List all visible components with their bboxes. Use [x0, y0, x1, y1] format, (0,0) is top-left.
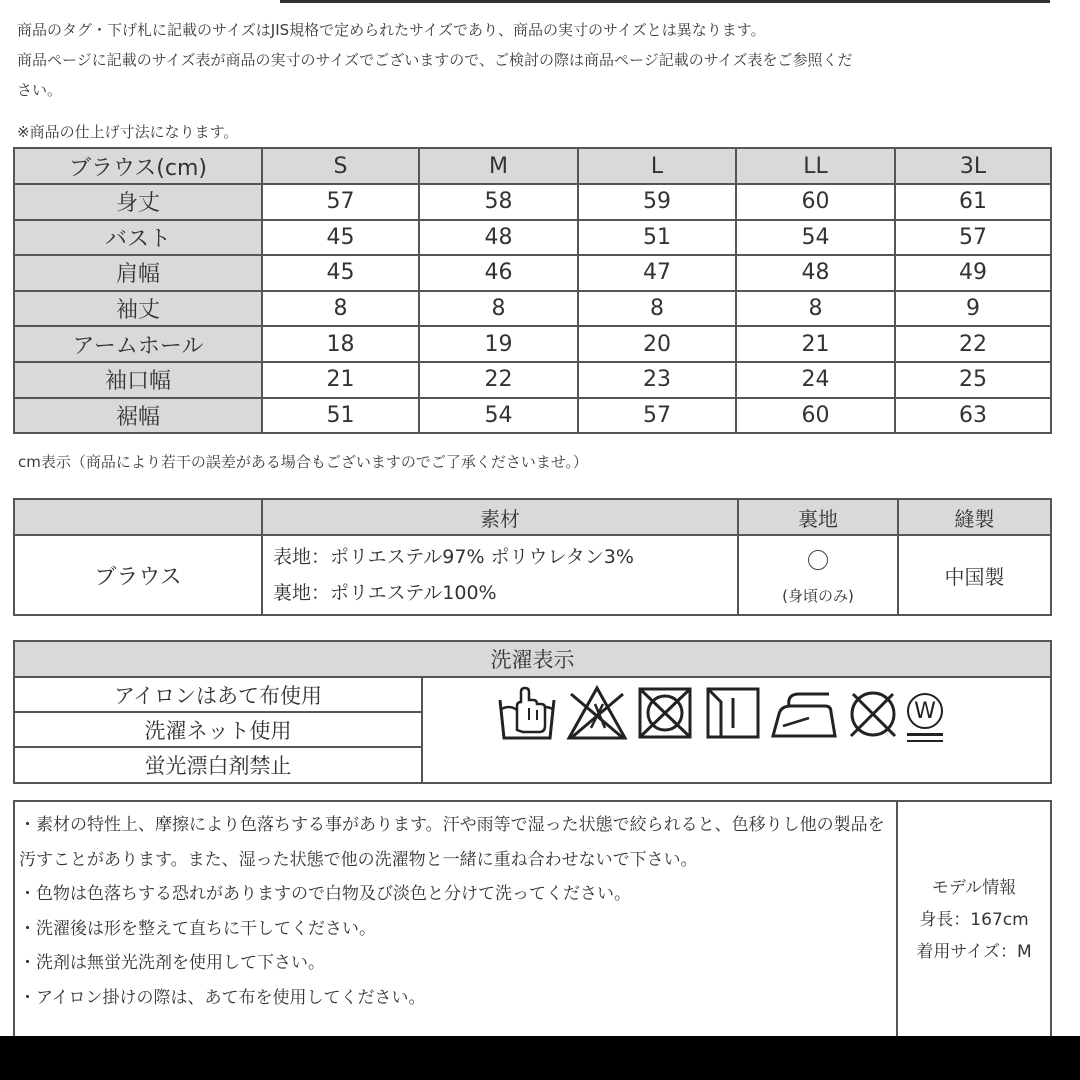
care-table — [13, 800, 1052, 1070]
wash-instruction: 洗濯ネット使用 — [14, 712, 422, 747]
table-cell: 24 — [736, 362, 895, 398]
material-table — [13, 498, 1052, 616]
table-row — [14, 291, 1051, 327]
underline-bar — [907, 733, 943, 736]
material-row — [14, 535, 1051, 615]
finish-size-note: ※商品の仕上げ寸法になります。 — [17, 123, 239, 141]
table-cell: 49 — [895, 255, 1051, 291]
table-cell: 57 — [895, 220, 1051, 256]
row-label: 袖口幅 — [14, 362, 262, 398]
header-cell: 素材 — [262, 499, 738, 535]
table-cell: 22 — [419, 362, 578, 398]
lining-cell — [738, 535, 898, 615]
model-info — [897, 801, 1051, 1069]
table-cell: 21 — [262, 362, 419, 398]
row-label: アームホール — [14, 326, 262, 362]
material-header-row — [14, 499, 1051, 535]
hand-wash-icon — [497, 682, 561, 742]
size-notice-line-2: 商品ページに記載のサイズ表が商品の実寸のサイズでございますので、ご検討の際は商品ページ記載のサイズ表をご参照くだ — [17, 51, 853, 69]
row-label: 裾幅 — [14, 398, 262, 434]
cm-notice: cm表示（商品により若干の誤差がある場合もございますのでご了承くださいませ。） — [18, 453, 588, 471]
wash-icons-cell — [422, 677, 1051, 783]
row-label: バスト — [14, 220, 262, 256]
model-title: モデル情報 — [931, 878, 1017, 898]
table-row — [14, 398, 1051, 434]
table-cell: 63 — [895, 398, 1051, 434]
wash-instruction: 蛍光漂白剤禁止 — [14, 747, 422, 783]
item-label: ブラウス — [14, 535, 262, 615]
circle-icon — [808, 550, 828, 570]
table-cell: 60 — [736, 184, 895, 220]
header-cell: M — [419, 148, 578, 184]
surface-material: 表地：ポリエステル97% ポリウレタン3% — [273, 546, 634, 568]
table-cell: 23 — [578, 362, 736, 398]
table-row — [14, 362, 1051, 398]
care-line: ・洗剤は無蛍光洗剤を使用して下さい。 — [19, 953, 325, 974]
no-dry-clean-icon — [843, 682, 903, 742]
row-label: 肩幅 — [14, 255, 262, 291]
table-cell: 61 — [895, 184, 1051, 220]
table-cell: 21 — [736, 326, 895, 362]
header-cell: 縫製 — [898, 499, 1051, 535]
table-cell: 19 — [419, 326, 578, 362]
no-tumble-dry-icon — [633, 682, 697, 742]
table-cell: 46 — [419, 255, 578, 291]
size-notice-line-3: さい。 — [17, 81, 63, 99]
header-cell: LL — [736, 148, 895, 184]
wash-row — [14, 677, 1051, 712]
wet-clean-icon — [903, 693, 947, 742]
row-label: 身丈 — [14, 184, 262, 220]
line-dry-shade-icon — [701, 682, 765, 742]
care-line: ・素材の特性上、摩擦により色落ちする事があります。汗や雨等で湿った状態で絞られると、色移りし他の製品を汚すことがあります。また、湿った状態で他の洗濯物と一緒に重ね合わせないで下さい。 — [19, 815, 885, 870]
care-notes — [14, 801, 897, 1069]
table-row — [14, 184, 1051, 220]
header-cell-empty — [14, 499, 262, 535]
lining-note: (身頃のみ) — [782, 587, 854, 605]
care-row — [14, 801, 1051, 1069]
table-cell: 8 — [578, 291, 736, 327]
table-cell: 47 — [578, 255, 736, 291]
header-cell: ブラウス(cm) — [14, 148, 262, 184]
table-cell: 9 — [895, 291, 1051, 327]
table-row — [14, 326, 1051, 362]
size-table — [13, 147, 1052, 434]
table-cell: 54 — [736, 220, 895, 256]
model-size: 着用サイズ：M — [916, 942, 1032, 962]
model-height: 身長：167cm — [919, 910, 1029, 930]
table-cell: 60 — [736, 398, 895, 434]
size-table-header — [14, 148, 1051, 184]
header-cell: 3L — [895, 148, 1051, 184]
table-cell: 8 — [262, 291, 419, 327]
made-in-cell: 中国製 — [898, 535, 1051, 615]
lining-material: 裏地：ポリエステル100% — [273, 582, 497, 604]
table-cell: 51 — [578, 220, 736, 256]
wash-title: 洗濯表示 — [14, 641, 1051, 677]
wash-instruction: アイロンはあて布使用 — [14, 677, 422, 712]
table-cell: 48 — [419, 220, 578, 256]
table-cell: 18 — [262, 326, 419, 362]
table-cell: 48 — [736, 255, 895, 291]
care-line: ・洗濯後は形を整えて直ちに干してください。 — [19, 918, 376, 939]
material-description — [262, 535, 738, 615]
care-line: ・色物は色落ちする恐れがありますので白物及び淡色と分けて洗ってください。 — [19, 884, 631, 905]
underline-bar — [907, 740, 943, 743]
bottom-black-bar — [0, 1036, 1080, 1080]
table-cell: 58 — [419, 184, 578, 220]
header-cell: 裏地 — [738, 499, 898, 535]
iron-low-icon — [769, 682, 839, 742]
care-line: ・アイロン掛けの際は、あて布を使用してください。 — [19, 987, 426, 1008]
table-cell: 54 — [419, 398, 578, 434]
size-notice-line-1: 商品のタグ・下げ札に記載のサイズはJIS規格で定められたサイズであり、商品の実寸のサイズとは異なります。 — [17, 21, 766, 39]
table-cell: 25 — [895, 362, 1051, 398]
header-cell: S — [262, 148, 419, 184]
table-cell: 57 — [578, 398, 736, 434]
table-cell: 57 — [262, 184, 419, 220]
table-cell: 8 — [736, 291, 895, 327]
wash-header-row — [14, 641, 1051, 677]
table-cell: 20 — [578, 326, 736, 362]
table-row — [14, 255, 1051, 291]
top-divider — [280, 0, 1050, 3]
wash-table — [13, 640, 1052, 784]
row-label: 袖丈 — [14, 291, 262, 327]
table-row — [14, 220, 1051, 256]
header-cell: L — [578, 148, 736, 184]
table-cell: 45 — [262, 255, 419, 291]
table-cell: 45 — [262, 220, 419, 256]
table-cell: 22 — [895, 326, 1051, 362]
table-cell: 8 — [419, 291, 578, 327]
table-cell: 51 — [262, 398, 419, 434]
wet-clean-letter: W — [907, 693, 943, 729]
table-cell: 59 — [578, 184, 736, 220]
no-bleach-icon — [565, 682, 629, 742]
